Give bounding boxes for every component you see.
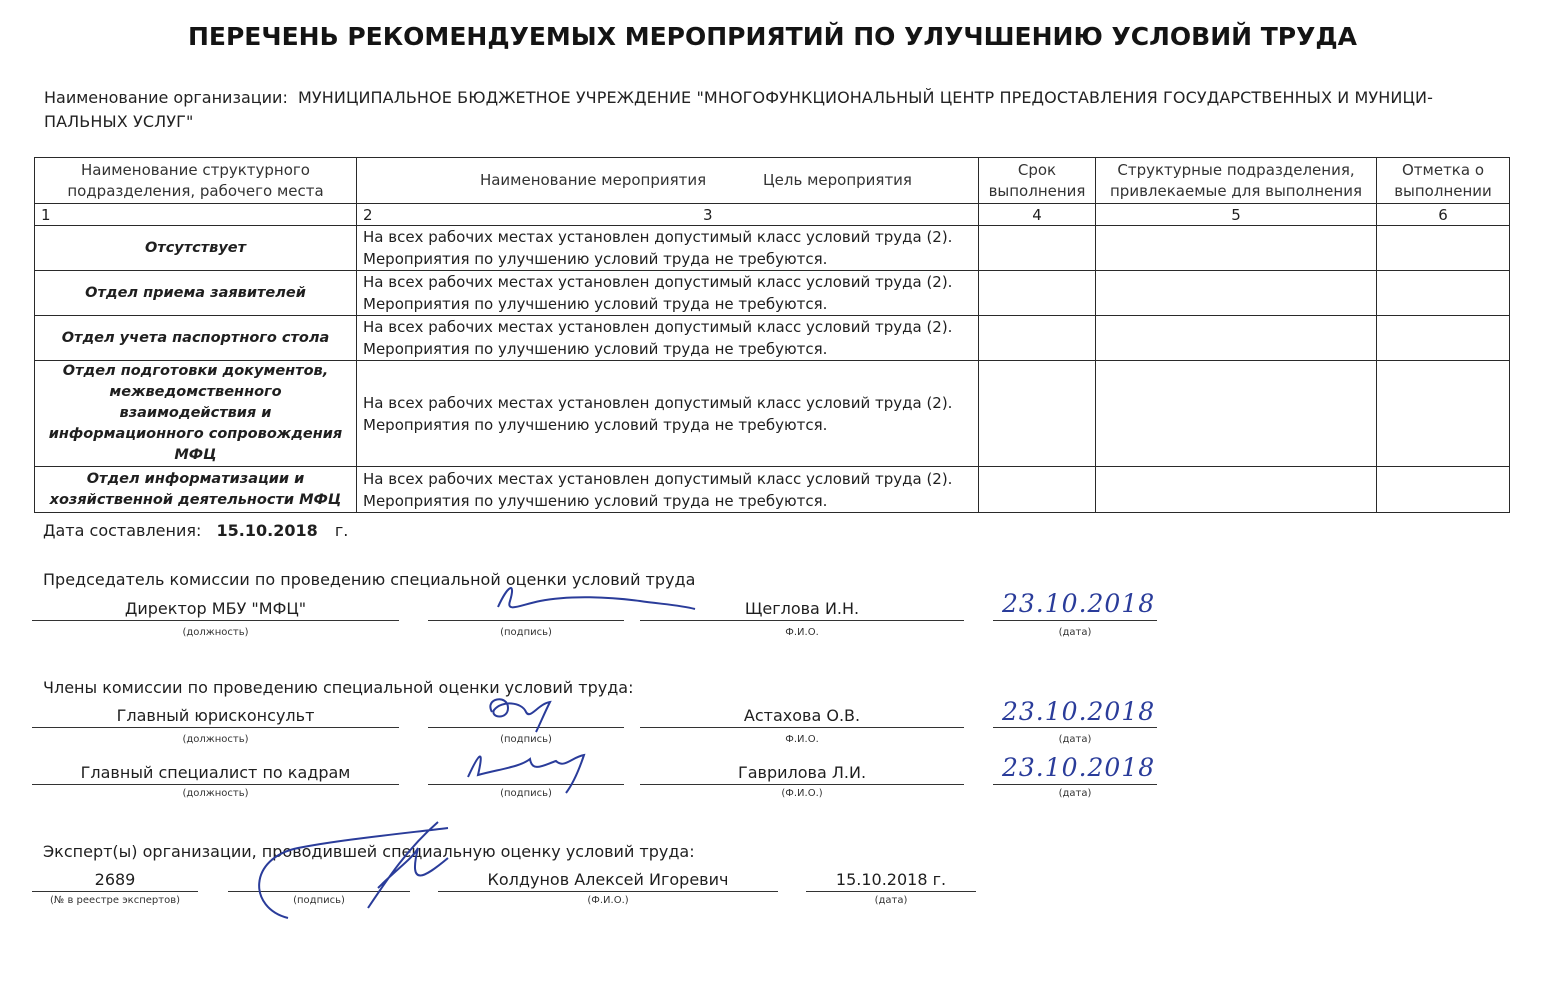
deadline-cell [979,467,1096,513]
expert-registry-number: 2689 [32,868,198,892]
measures-table [34,157,1510,513]
department-cell: Отдел приема заявителей [35,271,357,316]
chairman-handwritten-date: 23.10.2018 [1002,589,1156,618]
caption-date: (дата) [874,895,908,906]
caption-signature: (подпись) [500,627,552,638]
compilation-date-value: 15.10.2018 [216,521,318,540]
header-department: Наименование структурного подразделения, рабочего места [35,158,357,204]
header-goal: Цель мероприятия [763,171,912,189]
completion-cell [1377,316,1510,361]
subdivisions-cell [1096,271,1377,316]
measure-cell: На всех рабочих местах установлен допустимый класс условий труда (2). Мероприятия по улучшению условий труда не требуются. [357,361,979,467]
col-number-2: 2 [363,205,373,224]
completion-cell [1377,226,1510,271]
caption-fio: Ф.И.О. [785,734,819,745]
col-number-4: 4 [979,204,1096,226]
expert-name: Колдунов Алексей Игоревич [438,868,778,892]
table-row [35,361,1510,467]
header-measure-goal [357,158,979,204]
caption-fio: (Ф.И.О.) [781,788,823,799]
member-name: Гаврилова Л.И. [640,761,964,785]
expert-date: 15.10.2018 г. [806,868,976,892]
caption-signature: (подпись) [500,734,552,745]
completion-cell [1377,361,1510,467]
subdivisions-cell [1096,467,1377,513]
caption-date: (дата) [1058,734,1092,745]
compilation-date [43,521,348,540]
department-cell: Отдел информатизации и хозяйственной деятельности МФЦ [35,467,357,513]
chairman-section-label: Председатель комиссии по проведению специальной оценки условий труда [43,570,696,589]
organization-block [44,86,1484,134]
deadline-cell [979,226,1096,271]
member-signature-image [460,747,610,797]
table-header-row [35,158,1510,204]
chairman-signature-image [480,579,710,629]
compilation-date-suffix: г. [334,521,349,540]
department-cell: Отдел учета паспортного стола [35,316,357,361]
col-number-1: 1 [35,204,357,226]
members-section-label: Члены комиссии по проведению специальной оценки условий труда: [43,678,634,697]
col-number-5: 5 [1096,204,1377,226]
col-number-2-3 [357,204,979,226]
subdivisions-cell [1096,226,1377,271]
organization-label: Наименование организации: [44,88,288,107]
caption-fio: Ф.И.О. [785,627,819,638]
table-row [35,316,1510,361]
chairman-name: Щеглова И.Н. [640,597,964,621]
subdivisions-cell [1096,361,1377,467]
compilation-date-label: Дата составления: [43,521,202,540]
member-signature-image [478,690,578,736]
caption-position: (должность) [182,734,249,745]
member-position: Главный юрисконсульт [32,704,399,728]
caption-date: (дата) [1058,627,1092,638]
member-handwritten-date: 23.10.2018 [1002,753,1156,782]
header-subdivisions: Структурные подразделения, привлекаемые для выполнения [1096,158,1377,204]
caption-position: (должность) [182,627,249,638]
department-cell: Отсутствует [35,226,357,271]
chairman-position: Директор МБУ "МФЦ" [32,597,399,621]
header-measure: Наименование мероприятия [479,171,707,189]
caption-registry: (№ в реестре экспертов) [49,895,180,906]
member-position: Главный специалист по кадрам [32,761,399,785]
table-row [35,226,1510,271]
member-name: Астахова О.В. [640,704,964,728]
col-number-6: 6 [1377,204,1510,226]
expert-section-label: Эксперт(ы) организации, проводившей специальную оценку условий труда: [43,842,695,861]
col-number-3: 3 [703,205,713,224]
caption-signature: (подпись) [500,788,552,799]
completion-cell [1377,271,1510,316]
measure-cell: На всех рабочих местах установлен допустимый класс условий труда (2). Мероприятия по улучшению условий труда не требуются. [357,271,979,316]
caption-fio: (Ф.И.О.) [587,895,629,906]
completion-cell [1377,467,1510,513]
caption-date: (дата) [1058,788,1092,799]
deadline-cell [979,271,1096,316]
caption-position: (должность) [182,788,249,799]
header-deadline: Срок выполнения [979,158,1096,204]
measure-cell: На всех рабочих местах установлен допустимый класс условий труда (2). Мероприятия по улучшению условий труда не требуются. [357,226,979,271]
deadline-cell [979,361,1096,467]
organization-name: МУНИЦИПАЛЬНОЕ БЮДЖЕТНОЕ УЧРЕЖДЕНИЕ "МНОГОФУНКЦИОНАЛЬНЫЙ ЦЕНТР ПРЕДОСТАВЛЕНИЯ ГОСУДАРСТВЕННЫХ И МУНИЦИ-ПАЛЬНЫХ УСЛУГ" [44,88,1433,131]
column-numbers-row [35,204,1510,226]
expert-signature-image [248,818,488,928]
table-row [35,271,1510,316]
subdivisions-cell [1096,316,1377,361]
deadline-cell [979,316,1096,361]
header-completion-mark: Отметка о выполнении [1377,158,1510,204]
measure-cell: На всех рабочих местах установлен допустимый класс условий труда (2). Мероприятия по улучшению условий труда не требуются. [357,316,979,361]
table-row [35,467,1510,513]
caption-signature: (подпись) [293,895,345,906]
department-cell: Отдел подготовки документов, межведомственного взаимодействия и информационного сопровождения МФЦ [35,361,357,467]
member-handwritten-date: 23.10.2018 [1002,697,1156,726]
measure-cell: На всех рабочих местах установлен допустимый класс условий труда (2). Мероприятия по улучшению условий труда не требуются. [357,467,979,513]
document-title: ПЕРЕЧЕНЬ РЕКОМЕНДУЕМЫХ МЕРОПРИЯТИЙ ПО УЛУЧШЕНИЮ УСЛОВИЙ ТРУДА [187,22,1358,51]
